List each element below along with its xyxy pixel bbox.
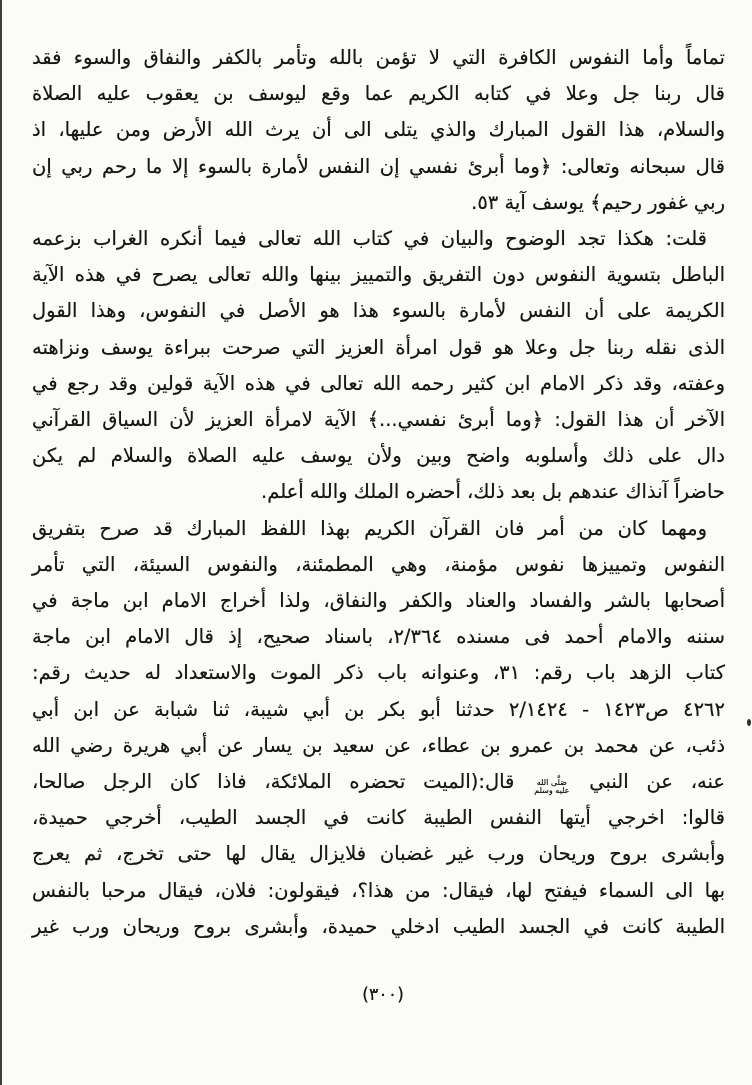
text-line: قلت: هكذا تجد الوضوح والبيان في كتاب الله تعالى فيما أنكره الغراب بزعمه xyxy=(32,227,707,251)
honorific-bottom: عليه وسلم xyxy=(534,786,570,796)
text-line: ومهما كان من أمر فان القرآن الكريم بهذا اللفظ المبارك قد صرح بتفريق xyxy=(32,516,707,540)
text-line: الذى نقله ربنا جل وعلا هو قول امرأة العزيز التي صرحت ببراءة يوسف ونزاهته xyxy=(32,335,725,359)
honorific-top: صَلَّى الله xyxy=(536,777,567,787)
text-line-segment: قال:(الميت تحضره الملائكة، فاذا كان الرجل صالحا، xyxy=(32,770,515,794)
text-block xyxy=(32,40,725,945)
text-line: قالوا: اخرجي أيتها النفس الطيبة كانت في الجسد الطيب، أخرجي حميدة، xyxy=(32,806,725,830)
text-line: قال سبحانه وتعالى: ﴿وما أبرئ نفسي إن النفس لأمارة بالسوء إلا ما رحم ربي إن xyxy=(32,154,725,178)
text-line: النفوس وتمييزها نفوس مؤمنة، وهي المطمئنة، والنفوس السيئة، التي تأمر xyxy=(32,552,725,576)
text-line: بها الى السماء فيفتح لها، فيقال: من هذا؟، فيقولون: فلان، فيقال مرحبا بالنفس xyxy=(32,878,725,902)
text-line: تماماً وأما النفوس الكافرة التي لا تؤمن بالله وتأمر بالكفر والنفاق والسوء فقد xyxy=(32,46,725,69)
text-line: كتاب الزهد باب رقم: ٣١، وعنوانه باب ذكر الموت والاستعداد له حديث رقم: xyxy=(32,661,725,685)
scan-speck-artifact xyxy=(747,719,751,726)
text-line: قال ربنا جل وعلا في كتابه الكريم عما وقع ليوسف بن يعقوب عليه الصلاة xyxy=(32,82,725,106)
text-line: وعفته، وقد ذكر الامام ابن كثير رحمه الله تعالى في هذه الآية قولين وقد رجع في xyxy=(32,371,725,395)
page-number: (٣٠٠) xyxy=(362,985,404,1005)
text-line: وأبشرى بروح وريحان ورب غير غضبان فلايزال يقال لها حتى تخرج، ثم يعرج xyxy=(32,842,725,866)
text-line: سننه والامام أحمد فى مسنده ٢/٣٦٤، باسناد صحيح، إذ قال الامام ابن ماجة xyxy=(32,625,725,649)
text-line: ربي غفور رحيم﴾ يوسف آية ٥٣. xyxy=(471,190,725,214)
text-line: ذئب، عن محمد بن عمرو بن عطاء، عن سعيد بن يسار عن أبي هريرة رضي الله xyxy=(32,733,725,757)
text-line: ٤٢٦٢ ص١٤٢٣ - ٢/١٤٢٤ حدثنا أبو بكر بن أبي شيبة، ثنا شبابة عن ابن أبي xyxy=(32,697,725,721)
text-line: الطيبة كانت في الجسد الطيب ادخلي حميدة، وأبشرى بروح وريحان ورب غير xyxy=(32,914,725,938)
text-line xyxy=(32,764,725,800)
text-line: أصحابها بالشر والفساد والعناد والكفر والنفاق، ولذا أخراج الامام ابن ماجة في xyxy=(32,589,725,613)
text-line: الباطل بتسوية النفوس دون التفريق والتمييز بينها والله تعالى يصرح في هذه الآية xyxy=(32,263,725,287)
text-line: الكريمة على أن النفس لأمارة بالسوء هذا هو الأصل في النفوس، وهذا القول xyxy=(32,299,725,323)
text-line: الآخر أن هذا القول: ﴿وما أبرئ نفسي...﴾ الآية لامرأة العزيز لأن السياق القرآني xyxy=(32,408,725,432)
salla-allahu-alayhi-wasallam-ligature xyxy=(532,779,571,796)
scan-edge-artifact xyxy=(0,0,2,1085)
text-line: دال على ذلك وأسلوبه واضح وبين ولأن يوسف عليه الصلاة والسلام لم يكن xyxy=(32,444,725,468)
text-line: حاضراً آنذاك عندهم بل بعد ذلك، أحضره الملك والله أعلم. xyxy=(261,480,725,504)
text-line-segment: عنه، عن النبي xyxy=(589,770,726,794)
text-line: والسلام، هذا القول المبارك والذي يتلى الى أن يرث الله الأرض ومن عليها، اذ xyxy=(32,118,725,142)
